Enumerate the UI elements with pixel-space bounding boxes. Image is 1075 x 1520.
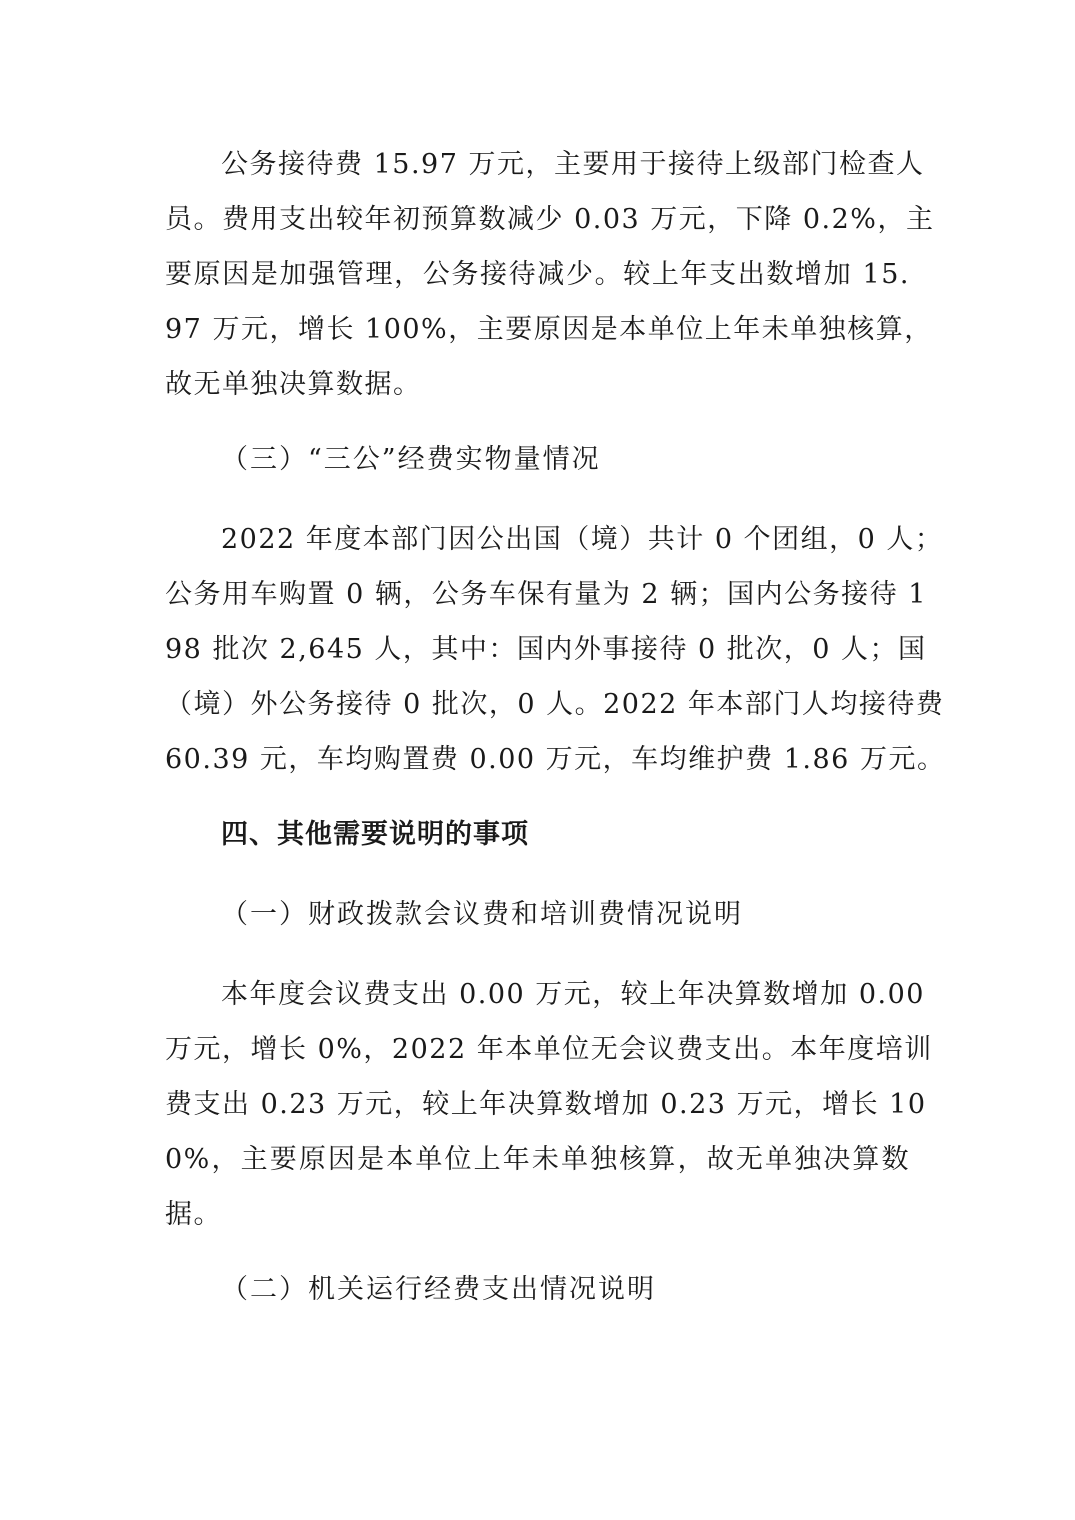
paragraph-1-line-1: 公务接待费 15.97 万元，主要用于接待上级部门检查人 <box>221 149 925 180</box>
paragraph-3-line-5: 据。 <box>165 1199 222 1230</box>
paragraph-3-line-2: 万元，增长 0%，2022 年本单位无会议费支出。本年度培训 <box>165 1034 933 1065</box>
paragraph-3-line-1: 本年度会议费支出 0.00 万元，较上年决算数增加 0.00 <box>221 979 925 1010</box>
paragraph-2-line-3: 98 批次 2,645 人，其中：国内外事接待 0 批次，0 人；国 <box>165 634 927 665</box>
subheading-agency-operating-expenses: （二）机关运行经费支出情况说明 <box>221 1274 656 1305</box>
paragraph-1-line-2: 员。费用支出较年初预算数减少 0.03 万元，下降 0.2%，主 <box>165 204 935 235</box>
subheading-three-public-expenses-quantity: （三）“三公”经费实物量情况 <box>221 444 601 475</box>
subheading-meeting-training-fees: （一）财政拨款会议费和培训费情况说明 <box>221 899 743 930</box>
paragraph-1-line-5: 故无单独决算数据。 <box>165 369 422 400</box>
paragraph-3-line-4: 0%，主要原因是本单位上年未单独核算，故无单独决算数 <box>165 1144 910 1175</box>
paragraph-1-line-4: 97 万元，增长 100%，主要原因是本单位上年未单独核算， <box>165 314 933 345</box>
paragraph-2-line-5: 60.39 元，车均购置费 0.00 万元，车均维护费 1.86 万元。 <box>165 744 946 775</box>
paragraph-3-line-3: 费支出 0.23 万元，较上年决算数增加 0.23 万元，增长 10 <box>165 1089 927 1120</box>
section-heading-other-matters: 四、其他需要说明的事项 <box>221 819 529 850</box>
paragraph-2-line-2: 公务用车购置 0 辆，公务车保有量为 2 辆；国内公务接待 1 <box>165 579 927 610</box>
paragraph-1-line-3: 要原因是加强管理，公务接待减少。较上年支出数增加 15. <box>165 259 910 290</box>
paragraph-2-line-1: 2022 年度本部门因公出国（境）共计 0 个团组，0 人； <box>221 524 944 555</box>
paragraph-2-line-4: （境）外公务接待 0 批次，0 人。2022 年本部门人均接待费 <box>165 689 945 720</box>
